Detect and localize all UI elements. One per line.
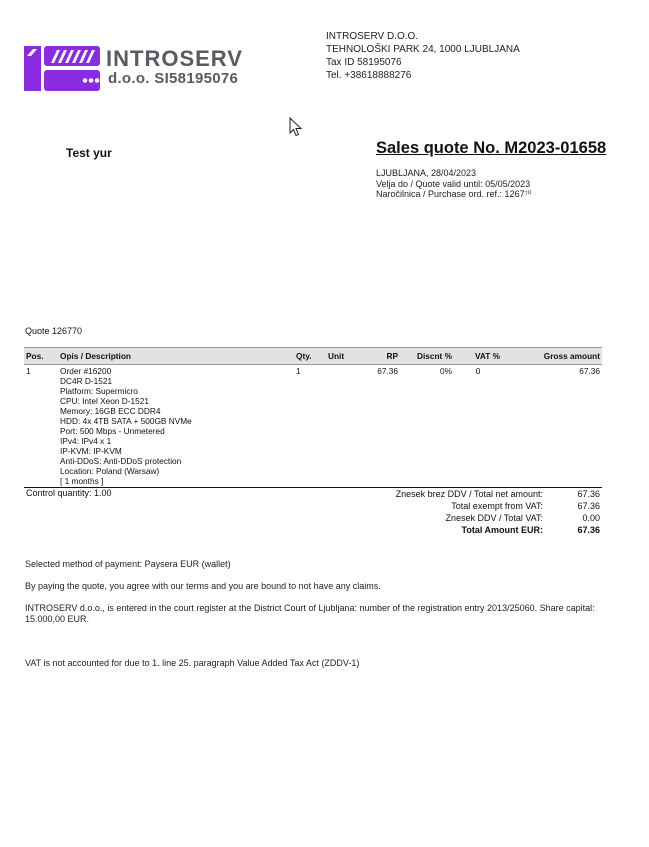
purchase-order-ref: Naročilnica / Purchase ord. ref.: 1267⁷⁰: [376, 189, 532, 199]
quote-meta: [376, 168, 531, 200]
quote-reference: Quote 126770: [25, 326, 83, 336]
description-line: HDD: 4x 4TB SATA + 500GB NVMe: [60, 416, 192, 426]
total-vat-label: Znesek DDV / Total VAT:: [445, 513, 543, 523]
description-line: DC4R D-1521: [60, 376, 113, 386]
court-registration: INTROSERV d.o.o., is entered in the court register at the District Court of Ljubljana: number of the registration entry 2013/25060. Share capital: 15.000,00 EUR.: [25, 603, 595, 624]
description-line: Location: Poland (Warsaw): [60, 466, 160, 476]
description-line: Memory: 16GB ECC DDR4: [60, 406, 161, 416]
table-row: [24, 365, 602, 488]
total-exempt-label: Total exempt from VAT:: [451, 501, 543, 511]
col-header-gross: Gross amount: [502, 348, 602, 365]
total-exempt-value: 67.36: [577, 501, 600, 511]
items-table: [24, 347, 602, 488]
description-line: Platform: Supermicro: [60, 386, 138, 396]
total-exempt-row: [396, 500, 600, 512]
customer-name: Test yur: [66, 146, 112, 160]
col-header-qty: Qty.: [294, 348, 326, 365]
terms-agreement: By paying the quote, you agree with our terms and you are bound to not have any claims.: [25, 581, 381, 591]
description-line: Order #16200: [60, 366, 112, 376]
cell-vat: 0: [454, 365, 502, 488]
introserv-logo-icon: [24, 46, 100, 91]
total-amount-label: Total Amount EUR:: [461, 525, 543, 535]
col-header-description: Opis / Description: [58, 348, 294, 365]
total-net-label: Znesek brez DDV / Total net amount:: [395, 489, 543, 499]
company-tax-id: Tax ID 58195076: [326, 57, 402, 68]
description-line: Port: 500 Mbps - Unmetered: [60, 426, 165, 436]
company-logo: [24, 46, 244, 92]
col-header-vat: VAT %: [454, 348, 502, 365]
company-street: TEHNOLOŠKI PARK 24, 1000 LJUBLJANA: [326, 44, 520, 55]
payment-method: Selected method of payment: Paysera EUR (wallet): [25, 559, 231, 569]
document-title: Sales quote No. M2023-01658: [376, 139, 607, 157]
cell-pos: 1: [24, 365, 58, 488]
cell-discount: 0%: [400, 365, 454, 488]
description-line: IP-KVM: IP-KVM: [60, 446, 122, 456]
description-line: IPv4: IPv4 x 1: [60, 436, 112, 446]
col-header-unit: Unit: [326, 348, 368, 365]
cell-unit: [326, 365, 368, 488]
col-header-pos: Pos.: [24, 348, 58, 365]
cell-description: [58, 365, 294, 488]
company-name: INTROSERV D.O.O.: [326, 31, 419, 42]
col-header-rp: RP: [368, 348, 400, 365]
total-vat-value: 0.00: [582, 513, 600, 523]
total-net-row: [396, 488, 600, 500]
cell-gross: 67.36: [502, 365, 602, 488]
company-address: [326, 30, 520, 82]
description-line: [ 1 months ]: [60, 476, 104, 486]
total-net-value: 67.36: [577, 489, 600, 499]
control-quantity: Control quantity: 1.00: [26, 488, 112, 498]
cell-rp: 67.36: [368, 365, 400, 488]
place-date: LJUBLJANA, 28/04/2023: [376, 168, 477, 178]
cell-qty: 1: [294, 365, 326, 488]
col-header-discount: Discnt %: [400, 348, 454, 365]
description-line: Anti-DDoS: Anti-DDoS protection: [60, 456, 182, 466]
description-line: CPU: Intel Xeon D-1521: [60, 396, 150, 406]
logo-subline: d.o.o. SI58195076: [108, 70, 239, 87]
vat-note: VAT is not accounted for due to 1. line 25. paragraph Value Added Tax Act (ZDDV-1): [25, 658, 360, 668]
total-vat-row: [396, 512, 600, 524]
totals-block: [396, 488, 600, 536]
total-amount-value: 67.36: [577, 525, 600, 535]
company-phone: Tel. +38618888276: [326, 70, 412, 81]
mouse-cursor-icon: [289, 117, 303, 137]
total-amount-row: [396, 524, 600, 536]
logo-wordmark: INTROSERV: [106, 46, 243, 71]
valid-until: Velja do / Quote valid until: 05/05/2023: [376, 178, 531, 189]
table-header-row: [24, 348, 602, 365]
